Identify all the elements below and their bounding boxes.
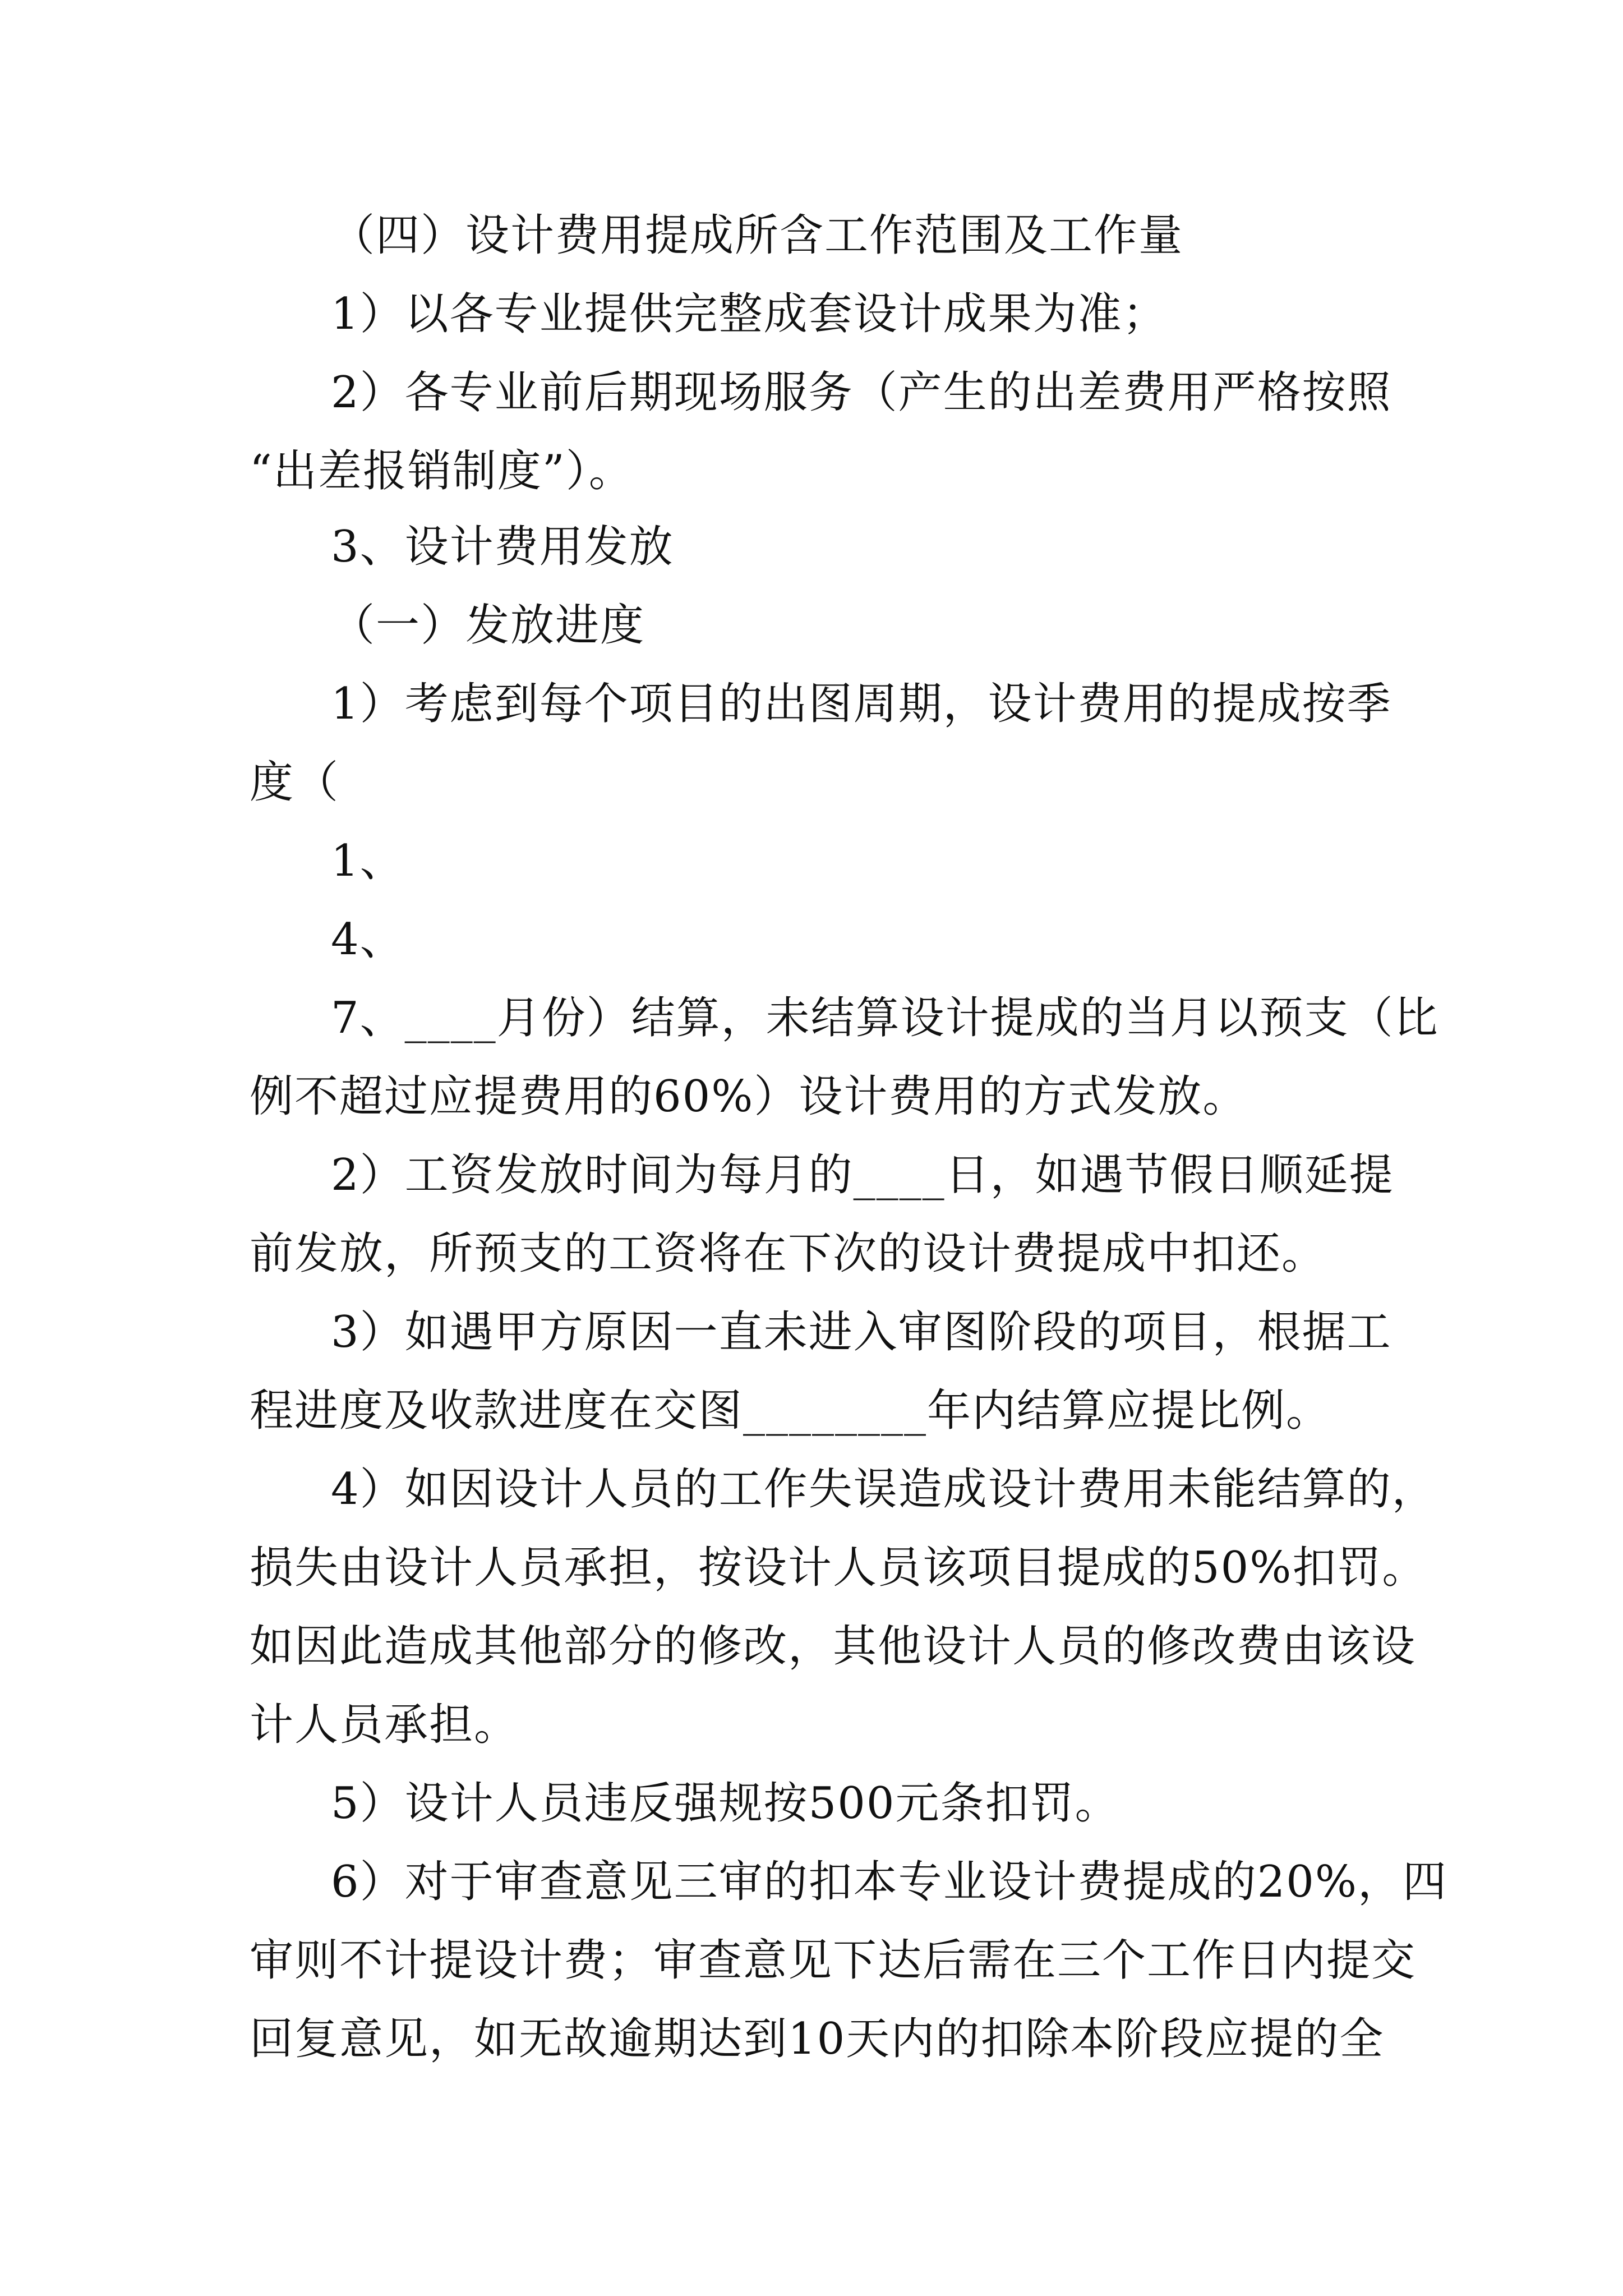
- paragraph-line: 计人员承担。: [250, 1700, 519, 1750]
- paragraph-line: “出差报销制度”）。: [250, 446, 634, 496]
- paragraph-line: 例不超过应提费用的60%）设计费用的方式发放。: [250, 1071, 1248, 1122]
- paragraph-line: 1）考虑到每个项目的出图周期，设计费用的提成按季: [331, 679, 1392, 729]
- paragraph-line: 程进度及收款进度在交图________年内结算应提比例。: [250, 1386, 1331, 1436]
- paragraph-line: 审则不计提设计费；审查意见下达后需在三个工作日内提交: [250, 1935, 1417, 1986]
- paragraph-line: 3）如遇甲方原因一直未进入审图阶段的项目，根据工: [331, 1307, 1392, 1358]
- paragraph-line: 5）设计人员违反强规按500元条扣罚。: [331, 1778, 1120, 1829]
- paragraph-line: 1、: [331, 836, 405, 886]
- paragraph-line: 4）如因设计人员的工作失误造成设计费用未能结算的，: [331, 1464, 1437, 1515]
- paragraph-line: 6）对于审查意见三审的扣本专业设计费提成的20%，四: [331, 1857, 1447, 1907]
- paragraph-line: 2）工资发放时间为每月的____日，如遇节假日顺延提: [331, 1150, 1394, 1200]
- paragraph-line: 回复意见，如无故逾期达到10天内的扣除本阶段应提的全: [250, 2014, 1385, 2064]
- subsection-heading-1: （一）发放进度: [331, 600, 645, 651]
- paragraph-line: 损失由设计人员承担，按设计人员该项目提成的50%扣罚。: [250, 1543, 1427, 1593]
- section-heading-4: （四）设计费用提成所含工作范围及工作量: [331, 210, 1184, 261]
- paragraph-line: 2）各专业前后期现场服务（产生的出差费用严格按照: [331, 367, 1392, 418]
- paragraph-line: 1）以各专业提供完整成套设计成果为准；: [331, 289, 1168, 339]
- paragraph-line: 如因此造成其他部分的修改，其他设计人员的修改费由该设: [250, 1621, 1417, 1672]
- paragraph-line: 前发放，所预支的工资将在下次的设计费提成中扣还。: [250, 1228, 1327, 1279]
- paragraph-line: 4、: [331, 914, 405, 965]
- paragraph-line: 度（: [250, 757, 340, 808]
- section-heading-3: 3、设计费用发放: [331, 522, 674, 572]
- paragraph-line: 7、____月份）结算，未结算设计提成的当月以预支（比: [331, 993, 1439, 1043]
